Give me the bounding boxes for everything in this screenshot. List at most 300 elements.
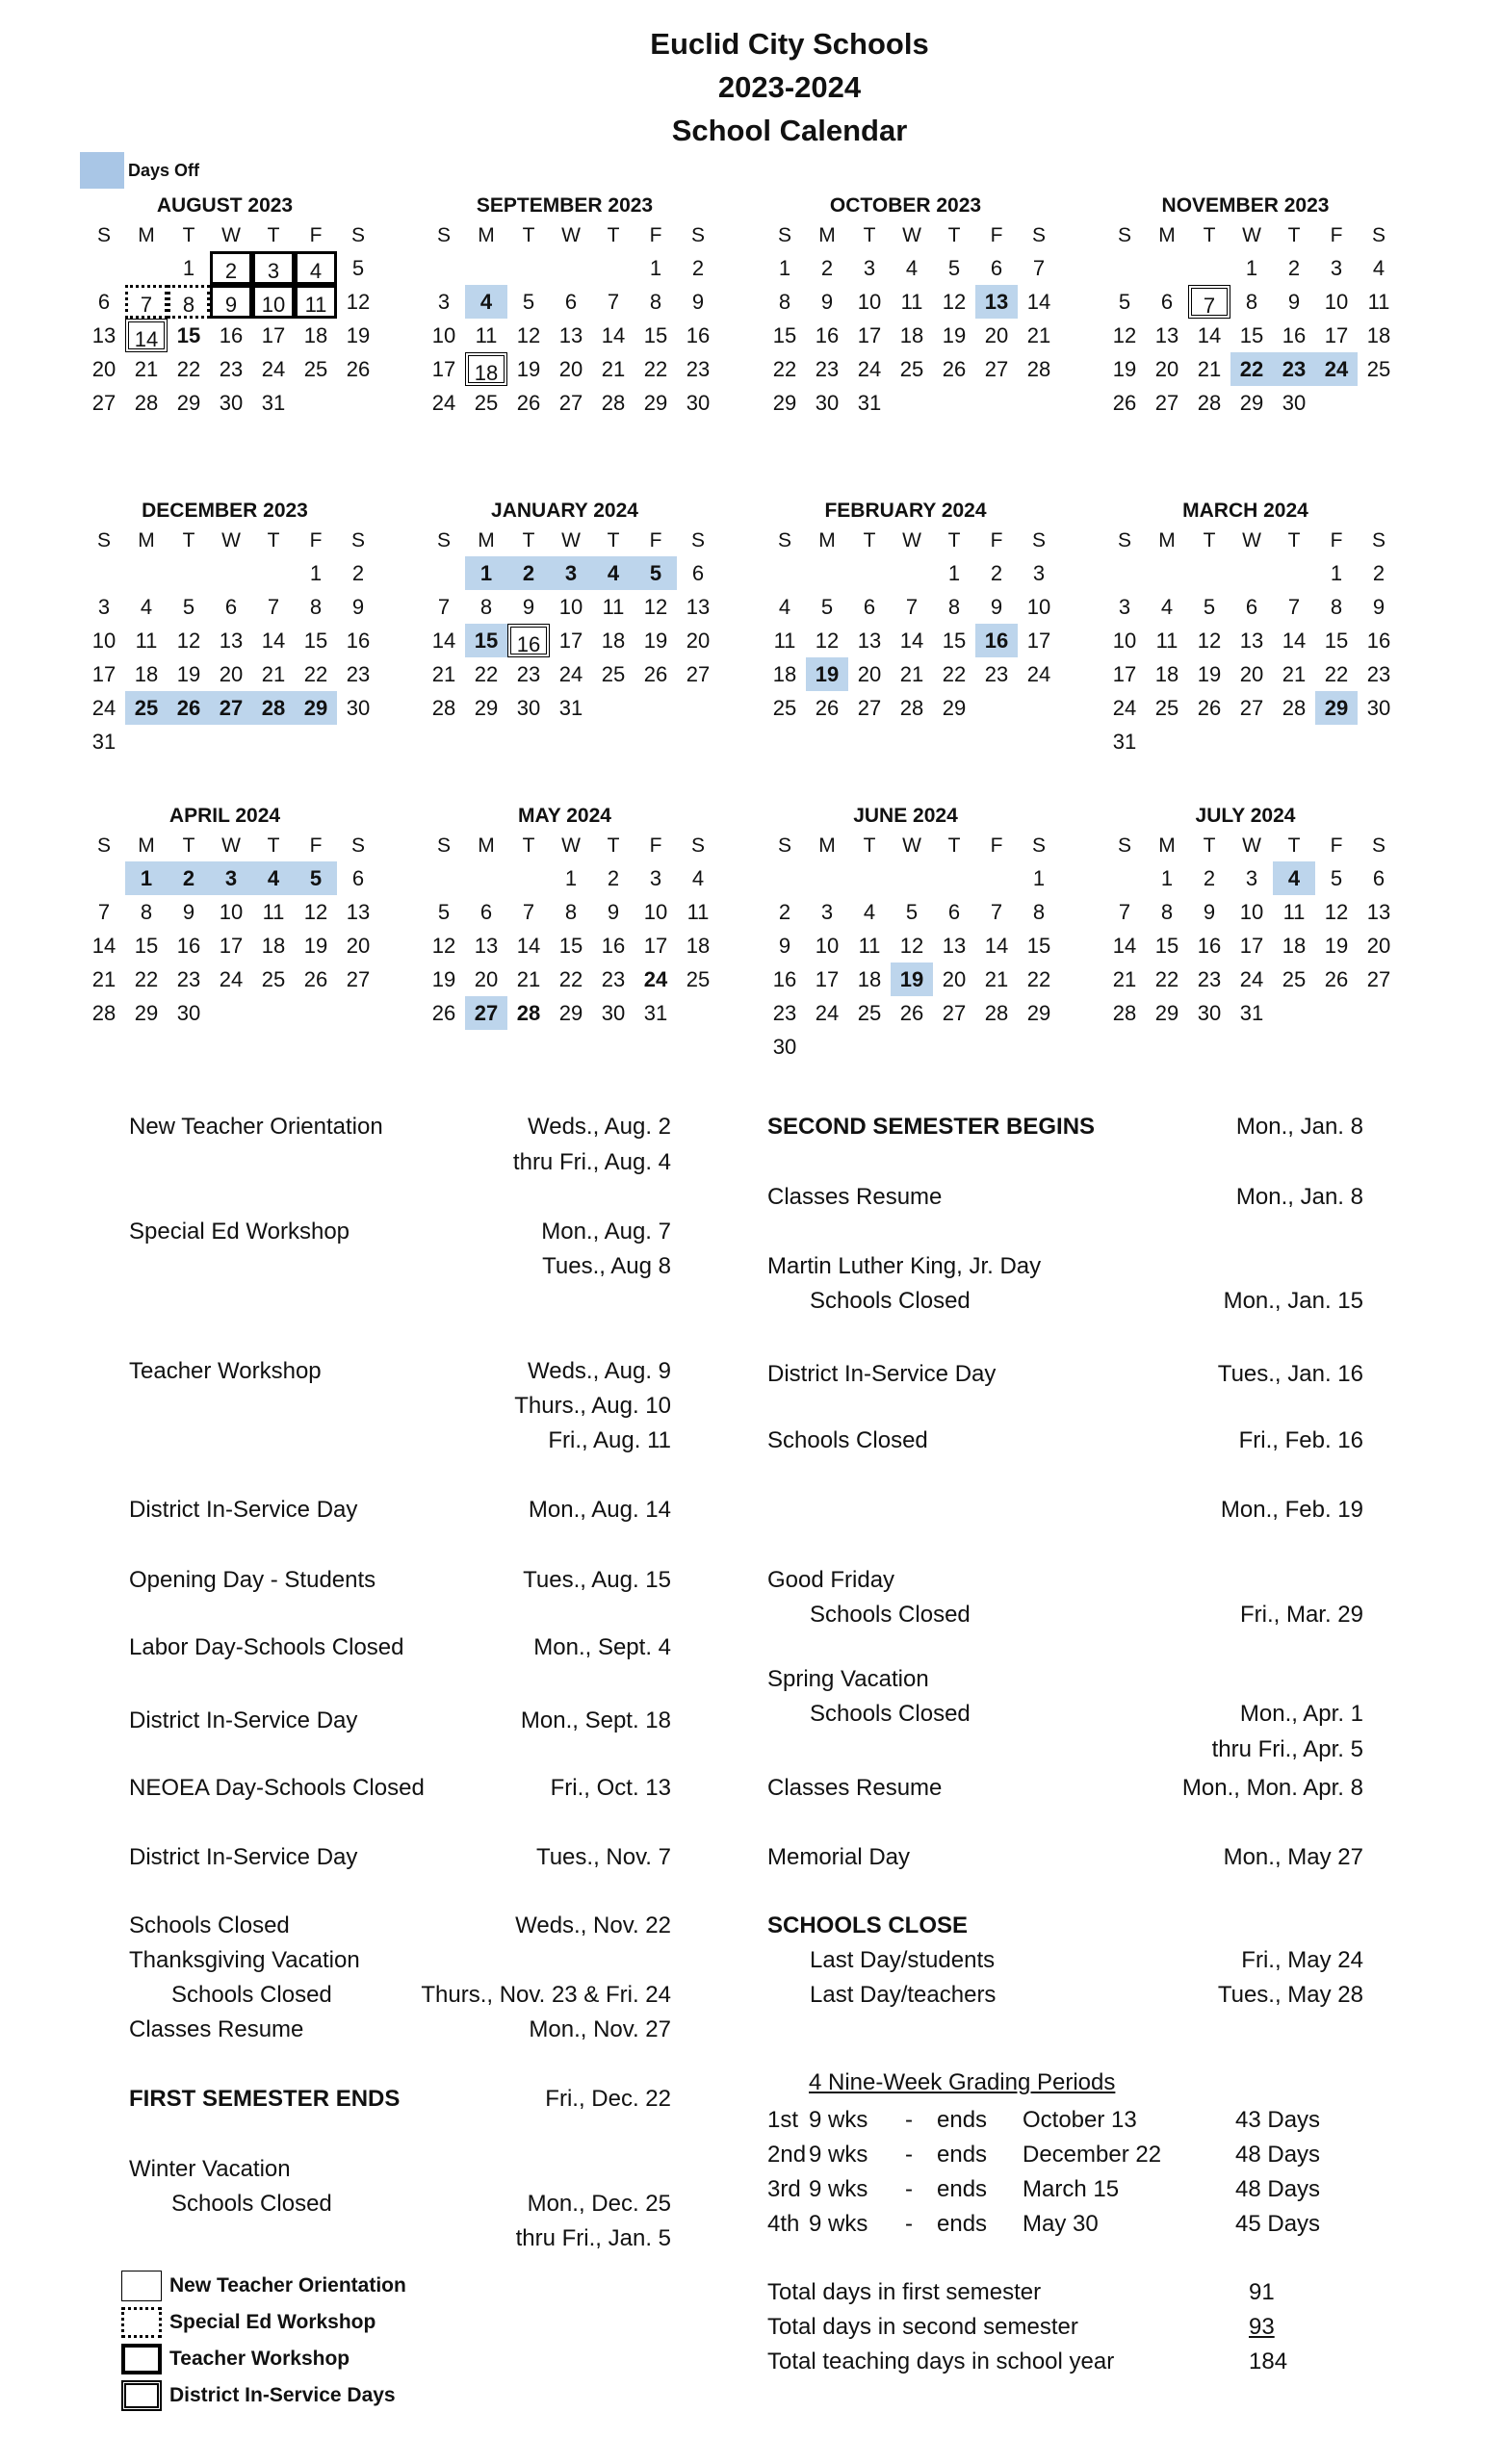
event-date: Mon., Aug. 14	[528, 1497, 671, 1523]
day-cell: 12	[346, 290, 371, 314]
day-cell: 29	[176, 391, 201, 415]
event-label: New Teacher Orientation	[129, 1114, 383, 1140]
grading-date: May 30	[1023, 2211, 1099, 2237]
weekday-header: T	[182, 529, 195, 552]
day-cell: 1	[947, 561, 961, 585]
weekday-header: F	[649, 834, 662, 857]
event-label: SCHOOLS CLOSE	[767, 1912, 969, 1938]
day-cell: 13	[857, 629, 882, 653]
day-cell: 18	[899, 323, 924, 347]
day-cell: 6	[1372, 866, 1385, 890]
legend-label: District In-Service Days	[169, 2384, 396, 2406]
day-cell: 8	[479, 595, 493, 619]
day-cell: 23	[815, 357, 840, 381]
total-label: Total days in second semester	[767, 2314, 1078, 2340]
month-calendar	[764, 191, 1051, 420]
day-cell: 17	[91, 662, 117, 686]
day-off-cell: 16	[975, 624, 1018, 657]
day-cell: 18	[465, 352, 507, 386]
weekday-header: S	[436, 529, 451, 552]
day-cell: 7	[267, 595, 280, 619]
day-cell: 26	[942, 357, 967, 381]
event-date: Mon., Jan. 15	[1223, 1288, 1363, 1314]
day-cell: 28	[134, 391, 159, 415]
event-date: Mon., May 27	[1223, 1844, 1363, 1870]
month-days-grid	[1103, 526, 1391, 758]
grading-wks: 9 wks	[809, 2107, 868, 2133]
weekday-header: M	[478, 529, 495, 552]
day-cell: 8	[564, 900, 578, 924]
event-label: District In-Service Day	[767, 1361, 997, 1387]
day-cell: 11	[773, 629, 796, 653]
day-cell: 10	[1239, 900, 1264, 924]
month-days-grid	[83, 831, 371, 1030]
weekday-header: M	[1158, 834, 1176, 857]
day-cell: 2	[607, 866, 620, 890]
weekday-header: S	[350, 529, 365, 552]
day-cell: 20	[1154, 357, 1179, 381]
day-cell: 30	[815, 391, 840, 415]
day-cell: 27	[91, 391, 117, 415]
weekday-header: F	[649, 224, 662, 246]
day-off-cell: 25	[125, 691, 168, 725]
event-label: Special Ed Workshop	[129, 1219, 350, 1245]
grading-dash: -	[905, 2176, 913, 2202]
day-cell: 16	[507, 624, 550, 657]
day-cell: 2	[778, 900, 791, 924]
day-cell: 23	[516, 662, 541, 686]
day-cell: 28	[1026, 357, 1051, 381]
weekday-header: T	[1203, 529, 1216, 552]
day-off-cell: 1	[465, 556, 507, 590]
day-cell: 19	[942, 323, 967, 347]
day-cell: 17	[261, 323, 286, 347]
empty-day-cell	[465, 251, 507, 285]
month-days-grid	[764, 220, 1051, 420]
day-cell: 11	[1155, 629, 1178, 653]
legend-swatch	[121, 2380, 162, 2411]
event-date: Weds., Nov. 22	[515, 1912, 671, 1938]
day-cell: 1	[1032, 866, 1046, 890]
weekday-header: S	[436, 224, 451, 246]
month-title: NOVEMBER 2023	[1161, 194, 1330, 217]
day-cell: 23	[686, 357, 711, 381]
day-cell: 29	[1154, 1001, 1179, 1025]
weekday-header: S	[690, 834, 705, 857]
weekday-header: T	[947, 529, 961, 552]
day-cell: 1	[182, 256, 195, 280]
day-cell: 5	[905, 900, 919, 924]
weekday-header: T	[863, 834, 876, 857]
day-cell: 14	[1197, 323, 1222, 347]
day-cell: 15	[1239, 323, 1264, 347]
day-cell: 21	[261, 662, 286, 686]
day-cell: 28	[984, 1001, 1009, 1025]
weekday-header: S	[96, 224, 111, 246]
day-cell: 4	[691, 866, 705, 890]
weekday-header: T	[1287, 224, 1301, 246]
day-cell: 16	[686, 323, 711, 347]
day-cell: 12	[1112, 323, 1137, 347]
event-label: Thanksgiving Vacation	[129, 1947, 360, 1973]
day-cell: 21	[91, 967, 117, 991]
day-off-cell: 23	[1273, 352, 1315, 386]
grading-period: 1st	[767, 2107, 799, 2133]
day-cell: 4	[905, 256, 919, 280]
day-cell: 7	[1188, 285, 1230, 319]
event-label: Schools Closed	[171, 1982, 332, 2008]
day-cell: 29	[1026, 1001, 1051, 1025]
day-cell: 22	[643, 357, 668, 381]
weekday-header: S	[1031, 224, 1046, 246]
day-cell: 22	[1154, 967, 1179, 991]
day-cell: 2	[210, 251, 252, 285]
legend-label: Special Ed Workshop	[169, 2311, 376, 2333]
day-cell: 13	[346, 900, 371, 924]
day-cell: 26	[303, 967, 328, 991]
legend-item	[121, 2304, 406, 2341]
day-cell: 23	[772, 1001, 797, 1025]
event-label: NEOEA Day-Schools Closed	[129, 1775, 425, 1801]
day-cell: 22	[134, 967, 159, 991]
event-label: District In-Service Day	[129, 1707, 358, 1733]
day-cell: 18	[1154, 662, 1179, 686]
day-cell: 24	[1112, 696, 1137, 720]
day-cell: 19	[303, 934, 328, 958]
day-cell: 15	[643, 323, 668, 347]
event-label: Winter Vacation	[129, 2156, 291, 2182]
day-off-cell: 15	[465, 624, 507, 657]
day-cell: 17	[1239, 934, 1264, 958]
empty-day-cell	[168, 556, 210, 590]
legend-swatch	[121, 2271, 162, 2301]
event-date: Thurs., Aug. 10	[514, 1393, 671, 1419]
day-cell: 31	[643, 1001, 668, 1025]
day-cell: 6	[479, 900, 493, 924]
day-cell: 13	[1366, 900, 1391, 924]
weekday-header: T	[267, 529, 280, 552]
day-cell: 14	[984, 934, 1009, 958]
day-cell: 6	[863, 595, 876, 619]
day-cell: 3	[1245, 866, 1258, 890]
day-cell: 8	[1330, 595, 1343, 619]
day-cell: 21	[601, 357, 626, 381]
event-label: Last Day/students	[810, 1947, 996, 1973]
day-cell: 21	[516, 967, 541, 991]
day-cell: 14	[601, 323, 626, 347]
weekday-header: M	[138, 529, 155, 552]
event-date: Tues., Nov. 7	[535, 1844, 671, 1870]
title-line-2: 2023-2024	[717, 70, 862, 104]
day-cell: 28	[516, 1001, 541, 1025]
day-cell: 8	[649, 290, 662, 314]
grading-ends: ends	[937, 2107, 988, 2133]
day-cell: 14	[431, 629, 456, 653]
event-date: Mon., Dec. 25	[527, 2191, 671, 2217]
weekday-header: S	[1031, 529, 1046, 552]
day-cell: 13	[1154, 323, 1179, 347]
day-cell: 8	[140, 900, 153, 924]
day-cell: 27	[346, 967, 371, 991]
day-off-cell: 5	[634, 556, 677, 590]
month-calendar	[1103, 496, 1391, 758]
day-cell: 6	[564, 290, 578, 314]
event-label: Schools Closed	[129, 1912, 290, 1938]
day-cell: 25	[1282, 967, 1307, 991]
day-cell: 10	[1026, 595, 1051, 619]
day-cell: 18	[857, 967, 882, 991]
day-cell: 1	[309, 561, 323, 585]
day-off-cell: 2	[168, 861, 210, 895]
weekday-header: M	[818, 224, 836, 246]
event-date: thru Fri., Jan. 5	[515, 2225, 671, 2251]
day-cell: 25	[261, 967, 286, 991]
day-cell: 30	[176, 1001, 201, 1025]
day-off-cell: 3	[210, 861, 252, 895]
weekday-header: W	[902, 529, 921, 552]
event-date: Tues., May 28	[1217, 1982, 1363, 2008]
day-cell: 22	[772, 357, 797, 381]
day-cell: 14	[899, 629, 924, 653]
day-cell: 17	[219, 934, 244, 958]
event-label: Last Day/teachers	[810, 1982, 997, 2008]
empty-day-cell	[848, 861, 891, 895]
day-off-cell: 19	[891, 962, 933, 996]
month-calendar	[83, 191, 371, 420]
weekday-header: T	[863, 224, 876, 246]
day-cell: 28	[1112, 1001, 1137, 1025]
day-cell: 4	[863, 900, 876, 924]
day-cell: 21	[984, 967, 1009, 991]
day-cell: 5	[820, 595, 834, 619]
day-cell: 21	[134, 357, 159, 381]
grading-ends: ends	[937, 2142, 988, 2168]
day-cell: 31	[91, 730, 117, 754]
day-cell: 9	[691, 290, 705, 314]
day-cell: 20	[942, 967, 967, 991]
day-cell: 6	[947, 900, 961, 924]
empty-day-cell	[891, 556, 933, 590]
day-cell: 6	[224, 595, 238, 619]
day-cell: 22	[1026, 967, 1051, 991]
day-cell: 19	[516, 357, 541, 381]
day-off-cell: 4	[592, 556, 634, 590]
weekday-header: T	[1287, 529, 1301, 552]
event-label: Classes Resume	[129, 2016, 304, 2042]
empty-day-cell	[764, 556, 806, 590]
day-cell: 31	[1239, 1001, 1264, 1025]
day-cell: 10	[252, 285, 295, 319]
day-cell: 18	[303, 323, 328, 347]
day-cell: 4	[295, 251, 337, 285]
day-cell: 6	[1160, 290, 1174, 314]
day-cell: 30	[686, 391, 711, 415]
day-cell: 19	[176, 662, 201, 686]
month-calendar	[1103, 191, 1391, 420]
event-date: Fri., Dec. 22	[545, 2086, 671, 2112]
weekday-header: T	[522, 834, 535, 857]
day-cell: 9	[990, 595, 1003, 619]
day-cell: 7	[607, 290, 620, 314]
day-off-cell: 4	[465, 285, 507, 319]
day-cell: 10	[1324, 290, 1349, 314]
day-cell: 26	[899, 1001, 924, 1025]
event-date: thru Fri., Apr. 5	[1211, 1736, 1363, 1762]
day-cell: 25	[899, 357, 924, 381]
day-cell: 1	[649, 256, 662, 280]
day-cell: 27	[1366, 967, 1391, 991]
day-cell: 12	[942, 290, 967, 314]
day-cell: 18	[261, 934, 286, 958]
days-off-label: Days Off	[128, 160, 200, 180]
grading-days: 48 Days	[1235, 2176, 1321, 2202]
event-date: Mon., Feb. 19	[1220, 1497, 1363, 1523]
month-calendar	[423, 801, 711, 1030]
weekday-header: F	[649, 529, 662, 552]
empty-day-cell	[848, 556, 891, 590]
day-cell: 8	[1160, 900, 1174, 924]
day-cell: 2	[1203, 866, 1216, 890]
event-date: Mon., Nov. 27	[529, 2016, 671, 2042]
day-cell: 30	[346, 696, 371, 720]
grading-wks: 9 wks	[809, 2176, 868, 2202]
day-cell: 18	[1366, 323, 1391, 347]
month-title: OCTOBER 2023	[829, 194, 982, 217]
month-title: DECEMBER 2023	[142, 500, 308, 522]
grading-days: 45 Days	[1235, 2211, 1321, 2237]
weekday-header: T	[947, 834, 961, 857]
month-title: SEPTEMBER 2023	[476, 194, 654, 217]
day-cell: 17	[815, 967, 840, 991]
grading-date: October 13	[1023, 2107, 1137, 2133]
day-cell: 21	[1112, 967, 1137, 991]
empty-day-cell	[1188, 251, 1230, 285]
empty-day-cell	[975, 861, 1018, 895]
weekday-header: S	[690, 529, 705, 552]
day-cell: 15	[772, 323, 797, 347]
empty-day-cell	[125, 251, 168, 285]
weekday-header: W	[561, 529, 581, 552]
day-cell: 10	[857, 290, 882, 314]
weekday-header: T	[522, 224, 535, 246]
event-date: Mon., Apr. 1	[1239, 1701, 1363, 1727]
day-cell: 11	[602, 595, 625, 619]
total-value: 93	[1249, 2314, 1275, 2340]
grading-period: 4th	[767, 2211, 800, 2237]
weekday-header: S	[436, 834, 451, 857]
legend-swatch	[121, 2307, 162, 2338]
day-cell: 10	[1112, 629, 1137, 653]
day-cell: 28	[601, 391, 626, 415]
day-cell: 4	[1372, 256, 1385, 280]
day-cell: 26	[643, 662, 668, 686]
month-calendar	[83, 801, 371, 1030]
legend-item	[121, 2341, 406, 2377]
day-cell: 7	[1118, 900, 1131, 924]
empty-day-cell	[550, 251, 592, 285]
grading-wks: 9 wks	[809, 2211, 868, 2237]
event-date: Tues., Aug 8	[542, 1253, 671, 1279]
weekday-header: T	[607, 224, 620, 246]
event-label: Schools Closed	[810, 1602, 971, 1628]
event-label: Schools Closed	[810, 1701, 971, 1727]
day-cell: 9	[522, 595, 535, 619]
day-cell: 16	[346, 629, 371, 653]
day-cell: 21	[899, 662, 924, 686]
day-cell: 30	[772, 1035, 797, 1059]
weekday-header: F	[1330, 224, 1343, 246]
day-cell: 23	[984, 662, 1009, 686]
day-cell: 16	[1282, 323, 1307, 347]
day-cell: 20	[984, 323, 1009, 347]
day-cell: 18	[1282, 934, 1307, 958]
day-cell: 19	[1112, 357, 1137, 381]
day-cell: 20	[857, 662, 882, 686]
weekday-header: F	[309, 834, 323, 857]
event-date: Mon., Aug. 7	[541, 1219, 671, 1245]
day-off-cell: 24	[1315, 352, 1358, 386]
day-cell: 10	[558, 595, 583, 619]
day-cell: 25	[601, 662, 626, 686]
day-cell: 9	[1372, 595, 1385, 619]
month-calendar	[1103, 801, 1391, 1030]
day-cell: 27	[686, 662, 711, 686]
day-cell: 10	[815, 934, 840, 958]
grading-date: March 15	[1023, 2176, 1120, 2202]
weekday-header: M	[478, 224, 495, 246]
month-calendar	[423, 191, 711, 420]
day-cell: 20	[346, 934, 371, 958]
weekday-header: M	[138, 834, 155, 857]
day-cell: 9	[351, 595, 365, 619]
event-date: Mon., Jan. 8	[1235, 1114, 1363, 1140]
weekday-header: W	[221, 529, 241, 552]
day-cell: 13	[686, 595, 711, 619]
day-cell: 1	[778, 256, 791, 280]
day-cell: 13	[1239, 629, 1264, 653]
day-cell: 30	[219, 391, 244, 415]
day-cell: 8	[309, 595, 323, 619]
legend-label: New Teacher Orientation	[169, 2274, 406, 2297]
day-cell: 14	[1026, 290, 1051, 314]
event-label: SECOND SEMESTER BEGINS	[767, 1114, 1096, 1140]
day-cell: 15	[1154, 934, 1179, 958]
day-cell: 27	[984, 357, 1009, 381]
day-cell: 8	[1032, 900, 1046, 924]
weekday-header: W	[1242, 529, 1261, 552]
weekday-header: S	[1031, 834, 1046, 857]
days-off-swatch	[80, 152, 124, 189]
event-date: Weds., Aug. 2	[528, 1114, 671, 1140]
day-off-cell: 4	[252, 861, 295, 895]
total-value: 184	[1249, 2348, 1288, 2374]
day-cell: 23	[601, 967, 626, 991]
day-cell: 3	[649, 866, 662, 890]
empty-day-cell	[507, 861, 550, 895]
day-cell: 9	[607, 900, 620, 924]
day-cell: 25	[772, 696, 797, 720]
empty-day-cell	[806, 556, 848, 590]
day-cell: 14	[1282, 629, 1307, 653]
weekday-header: T	[1287, 834, 1301, 857]
grading-wks: 9 wks	[809, 2142, 868, 2168]
grading-days: 48 Days	[1235, 2142, 1321, 2168]
day-cell: 19	[431, 967, 456, 991]
day-cell: 5	[1203, 595, 1216, 619]
day-cell: 1	[1330, 561, 1343, 585]
day-cell: 7	[905, 595, 919, 619]
weekday-header: M	[1158, 529, 1176, 552]
